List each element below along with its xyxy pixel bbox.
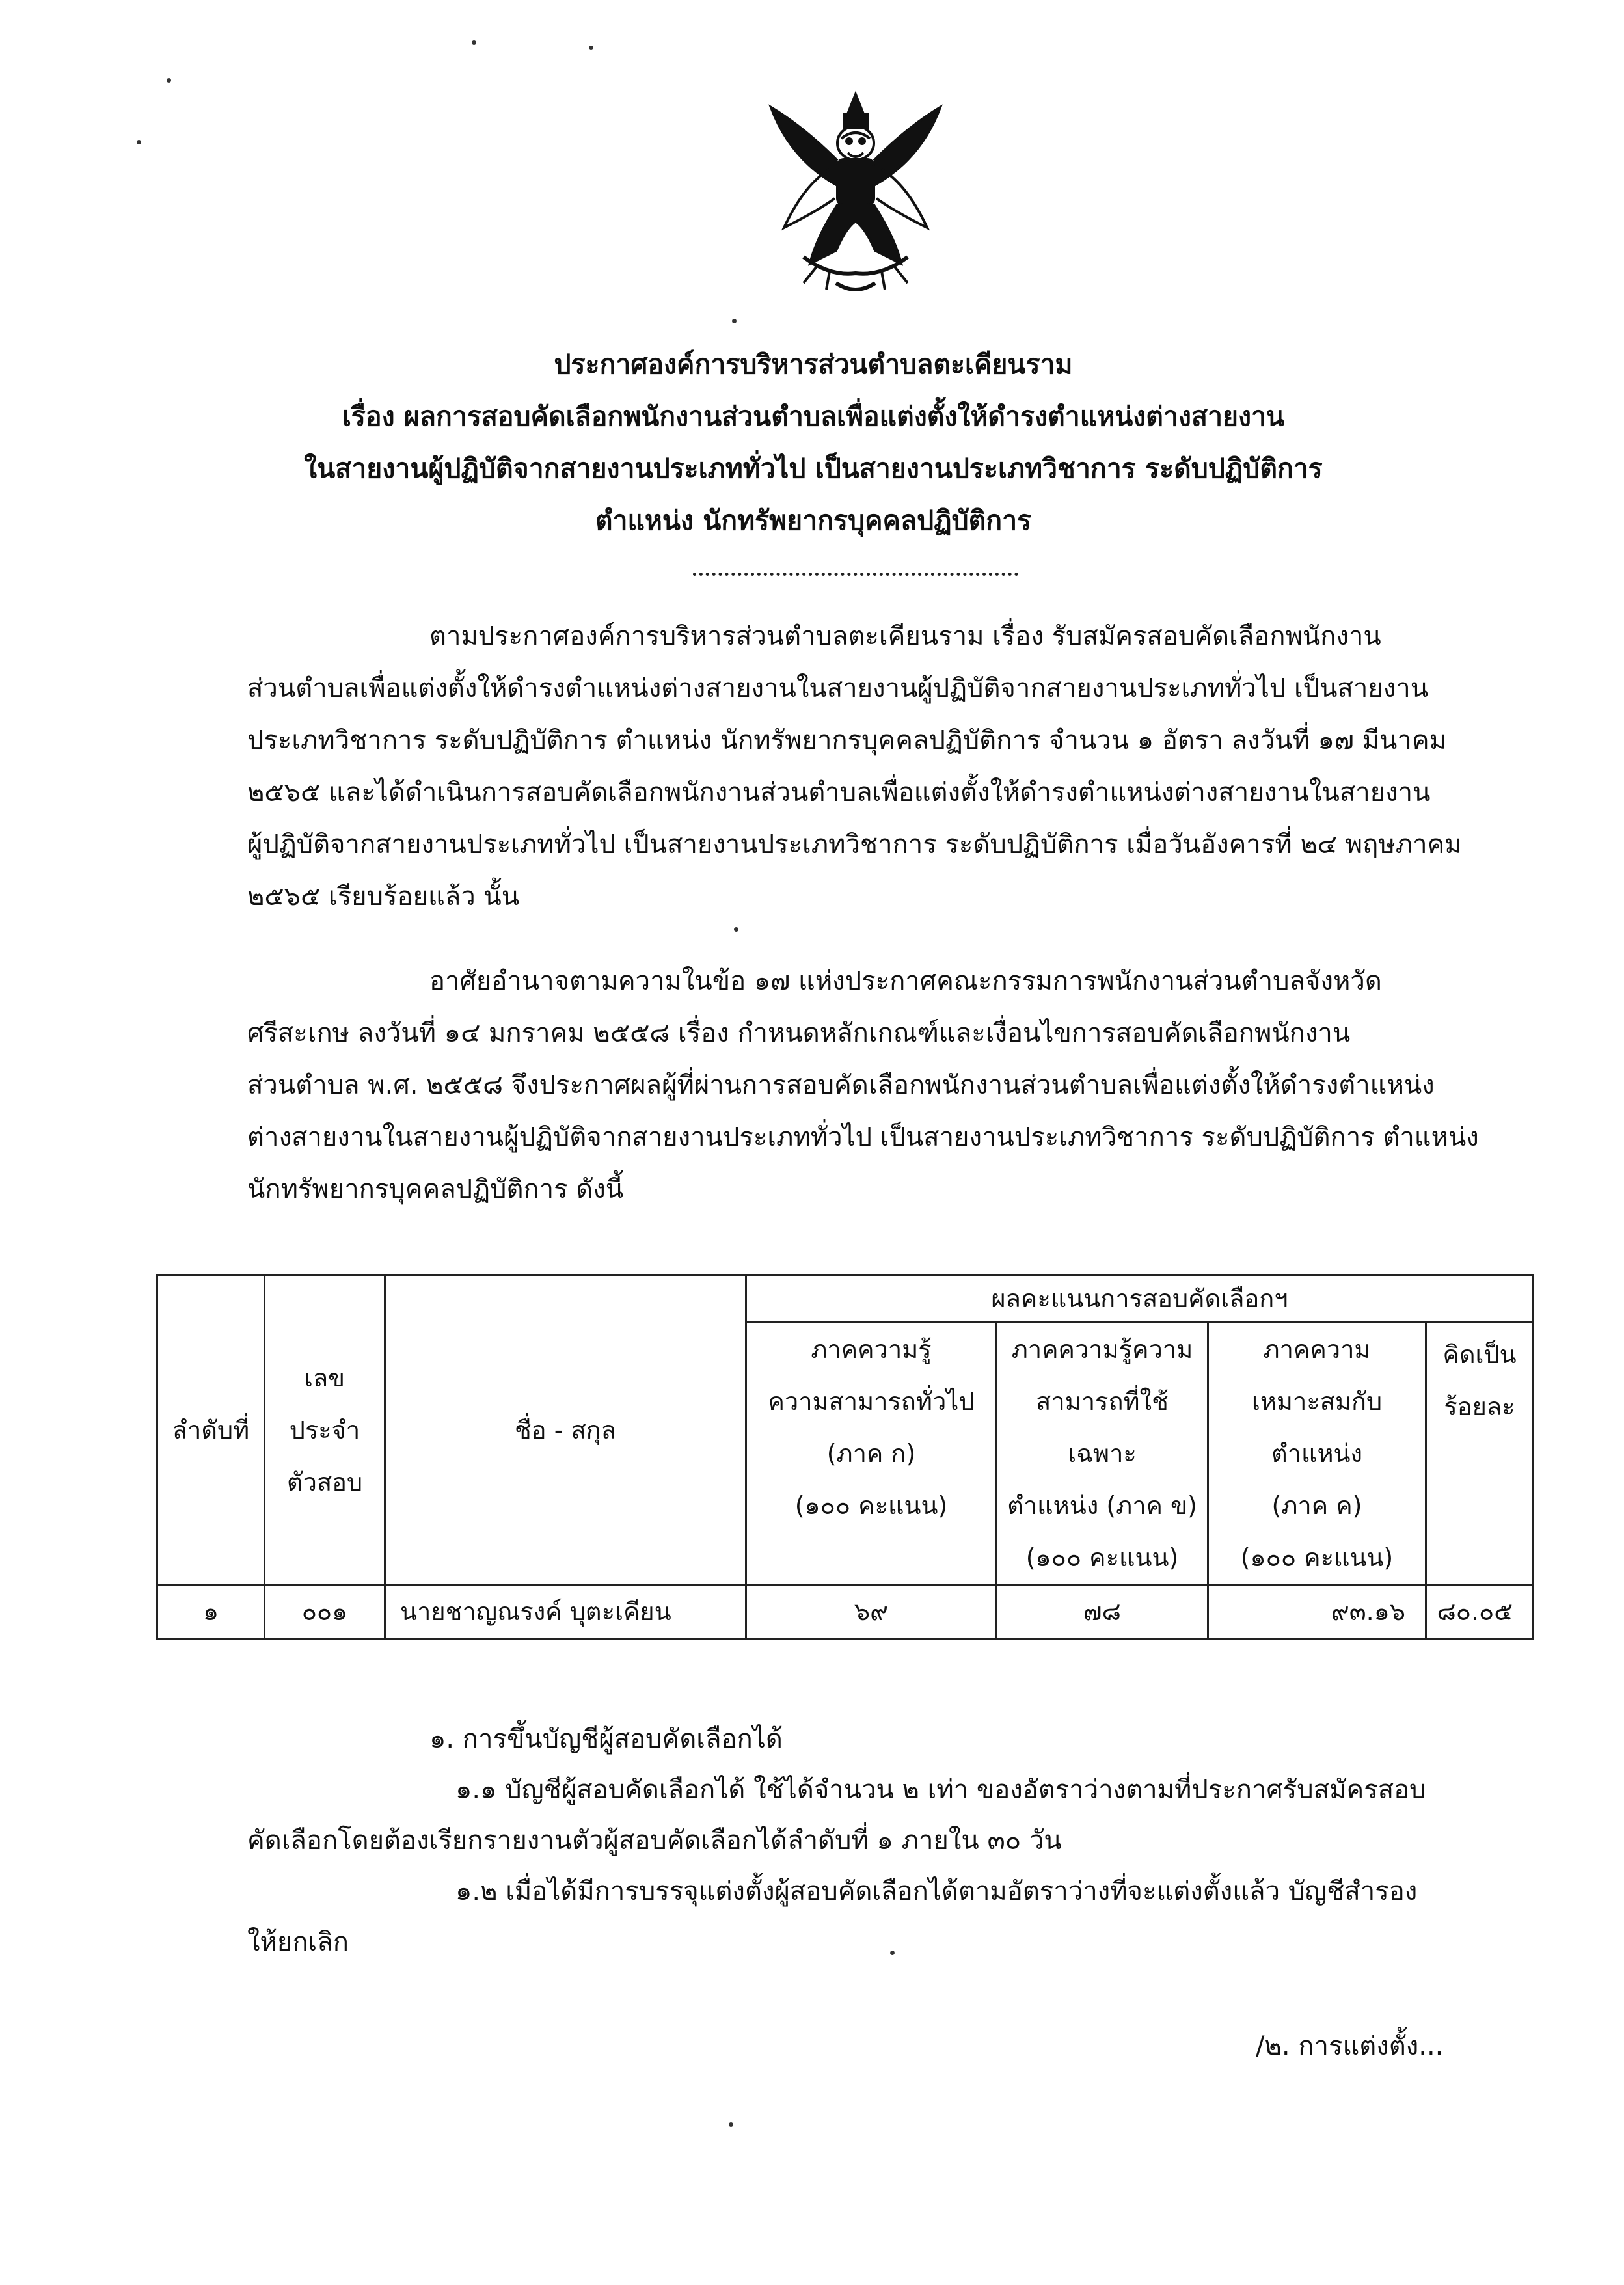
scan-speck — [137, 140, 141, 144]
header-part-c-line: (ภาค ค) — [1271, 1491, 1362, 1520]
announcement-title: ประกาศองค์การบริหารส่วนตำบลตะเคียนราม — [554, 349, 1073, 380]
paragraph-2-line-4: ต่างสายงานในสายงานผู้ปฏิบัติจากสายงานประเภททั่วไป เป็นสายงานประเภทวิชาการ ระดับปฏิบัติการ ตำแหน่ง — [247, 1122, 1479, 1152]
cell-part-a: ๖๙ — [746, 1585, 997, 1639]
next-page-marker: /๒. การแต่งตั้ง... — [1256, 2031, 1444, 2061]
table-header-row-1 — [157, 1275, 1534, 1323]
header-percent — [1426, 1323, 1534, 1585]
note-item-1-1-line-1: ๑.๑ บัญชีผู้สอบคัดเลือกได้ ใช้ได้จำนวน ๒ เท่า ของอัตราว่างตามที่ประกาศรับสมัครสอบ — [455, 1775, 1426, 1805]
paragraph-2-line-5: นักทรัพยากรบุคคลปฏิบัติการ ดังนี้ — [247, 1174, 624, 1204]
scan-speck — [167, 78, 171, 83]
header-part-c-line: เหมาะสมกับ — [1251, 1387, 1383, 1416]
cell-exam-id: ๐๐๑ — [265, 1585, 385, 1639]
paragraph-1-line-2: ส่วนตำบลเพื่อแต่งตั้งให้ดำรงตำแหน่งต่างสายงานในสายงานผู้ปฏิบัติจากสายงานประเภททั่วไป เป็นสายงาน — [247, 673, 1429, 703]
header-part-c-line: ตำแหน่ง — [1271, 1439, 1363, 1468]
header-exam-id-line: เลข — [304, 1363, 345, 1392]
scan-speck — [890, 1951, 895, 1955]
header-exam-id — [265, 1275, 385, 1585]
paragraph-1-line-4: ๒๕๖๕ และได้ดำเนินการสอบคัดเลือกพนักงานส่วนตำบลเพื่อแต่งตั้งให้ดำรงตำแหน่งต่างสายงานในสายงาน — [247, 777, 1431, 807]
paragraph-2-line-1: อาศัยอำนาจตามความในข้อ ๑๗ แห่งประกาศคณะกรรมการพนักงานส่วนตำบลจังหวัด — [429, 966, 1382, 996]
header-part-b-line: เฉพาะ — [1068, 1439, 1137, 1468]
header-exam-id-line: ตัวสอบ — [286, 1467, 363, 1496]
header-part-b — [997, 1323, 1208, 1585]
note-item-1-2-line-2: ให้ยกเลิก — [247, 1927, 349, 1957]
dotted-divider — [693, 573, 1018, 576]
cell-name: นายชาญณรงค์ บุตะเคียน — [385, 1585, 746, 1639]
header-name: ชื่อ - สกุล — [385, 1275, 746, 1585]
header-part-b-line: ภาคความรู้ความ — [1011, 1335, 1193, 1364]
scan-speck — [734, 927, 738, 932]
header-part-a-line: ความสามารถทั่วไป — [768, 1387, 975, 1416]
subject-line-1: เรื่อง ผลการสอบคัดเลือกพนักงานส่วนตำบลเพื่อแต่งตั้งให้ดำรงตำแหน่งต่างสายงาน — [342, 401, 1285, 432]
cell-part-b: ๗๘ — [997, 1585, 1208, 1639]
header-part-c — [1208, 1323, 1426, 1585]
paragraph-2-line-3: ส่วนตำบล พ.ศ. ๒๕๕๘ จึงประกาศผลผู้ที่ผ่านการสอบคัดเลือกพนักงานส่วนตำบลเพื่อแต่งตั้งให้ดำรงตำแหน่ง — [247, 1070, 1435, 1100]
cell-percent: ๘๐.๐๕ — [1426, 1585, 1534, 1639]
header-percent-line: คิดเป็น — [1442, 1340, 1517, 1369]
note-item-1-2-line-1: ๑.๒ เมื่อได้มีการบรรจุแต่งตั้งผู้สอบคัดเลือกได้ตามอัตราว่างที่จะแต่งตั้งแล้ว บัญชีสำรอง — [455, 1876, 1418, 1906]
subject-line-2: ในสายงานผู้ปฏิบัติจากสายงานประเภททั่วไป เป็นสายงานประเภทวิชาการ ระดับปฏิบัติการ — [304, 453, 1323, 484]
scan-speck — [472, 40, 476, 45]
header-part-c-line: (๑๐๐ คะแนน) — [1240, 1543, 1394, 1572]
scan-speck — [732, 319, 737, 323]
paragraph-1-line-5: ผู้ปฏิบัติจากสายงานประเภททั่วไป เป็นสายงานประเภทวิชาการ ระดับปฏิบัติการ เมื่อวันอังคารที่ ๒๔ พฤษภาคม — [247, 830, 1462, 859]
cell-order: ๑ — [157, 1585, 265, 1639]
table-row — [157, 1585, 1534, 1639]
header-part-a-line: (๑๐๐ คะแนน) — [794, 1491, 948, 1520]
paragraph-1-line-1: ตามประกาศองค์การบริหารส่วนตำบลตะเคียนราม เรื่อง รับสมัครสอบคัดเลือกพนักงาน — [429, 621, 1381, 651]
announcement-heading — [195, 338, 1431, 547]
score-table — [156, 1274, 1534, 1640]
paragraph-1-line-6: ๒๕๖๕ เรียบร้อยแล้ว นั้น — [247, 882, 520, 912]
paragraph-2-line-2: ศรีสะเกษ ลงวันที่ ๑๔ มกราคม ๒๕๕๘ เรื่อง กำหนดหลักเกณฑ์และเงื่อนไขการสอบคัดเลือกพนักงาน — [247, 1018, 1351, 1048]
note-item-1-1-line-2: คัดเลือกโดยต้องเรียกรายงานตัวผู้สอบคัดเลือกได้ลำดับที่ ๑ ภายใน ๓๐ วัน — [247, 1826, 1062, 1856]
cell-part-c: ๙๓.๑๖ — [1208, 1585, 1426, 1639]
scan-speck — [589, 46, 593, 50]
subject-line-3: ตำแหน่ง นักทรัพยากรบุคคลปฏิบัติการ — [595, 505, 1032, 536]
header-part-b-line: สามารถที่ใช้ — [1036, 1387, 1169, 1416]
note-item-1: ๑. การขึ้นบัญชีผู้สอบคัดเลือกได้ — [429, 1724, 783, 1754]
header-part-a-line: (ภาค ก) — [826, 1439, 916, 1468]
header-order: ลำดับที่ — [157, 1275, 265, 1585]
header-part-a-line: ภาคความรู้ — [811, 1335, 932, 1364]
header-percent-line: ร้อยละ — [1444, 1392, 1515, 1421]
header-part-c-line: ภาคความ — [1263, 1335, 1371, 1364]
header-score-group: ผลคะแนนการสอบคัดเลือกฯ — [746, 1275, 1534, 1323]
header-part-b-line: (๑๐๐ คะแนน) — [1025, 1543, 1179, 1572]
header-part-a — [746, 1323, 997, 1585]
paragraph-1-line-3: ประเภทวิชาการ ระดับปฏิบัติการ ตำแหน่ง นักทรัพยากรบุคคลปฏิบัติการ จำนวน ๑ อัตรา ลงวันที่ ๑๗ มีนาคม — [247, 725, 1446, 755]
scan-speck — [729, 2122, 733, 2127]
header-exam-id-line: ประจำ — [289, 1415, 360, 1444]
header-part-b-line: ตำแหน่ง (ภาค ข) — [1007, 1491, 1197, 1520]
garuda-emblem-icon — [765, 88, 947, 303]
